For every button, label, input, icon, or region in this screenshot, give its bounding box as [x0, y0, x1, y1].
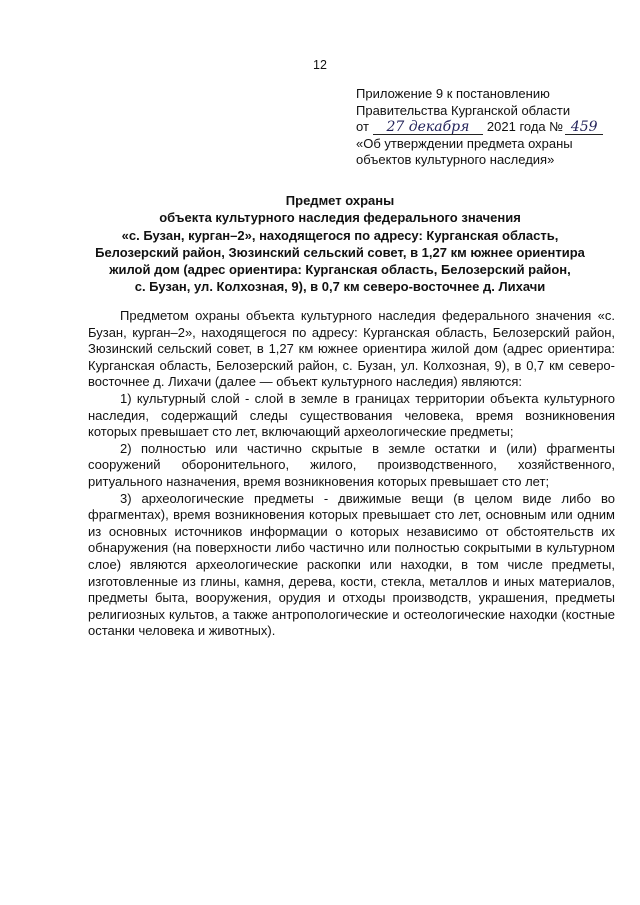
appendix-line-5: объектов культурного наследия»: [356, 152, 555, 167]
title-line-6: с. Бузан, ул. Колхозная, 9), в 0,7 км северо-восточнее д. Лихачи: [134, 279, 546, 295]
document-title: [80, 192, 600, 296]
handwritten-date: 27 декабря: [373, 120, 483, 135]
intro-paragraph: Предметом охраны объекта культурного наследия федерального значения «с. Бузан, курган–2», находящегося по адресу: Курганская область, Белозерский район, Зюзинский сельский совет, в 1,27 км южнее ориентира жилой дом (адрес ориентира: Курганская область, Белозерский район, с. Бузан, ул. Колхозная, 9), в 0,7 км северо-восточнее д. Лихачи (далее — объект культурного наследия) являются:: [88, 308, 615, 390]
title-line-1: Предмет охраны: [285, 193, 395, 208]
title-line-4: Белозерский район, Зюзинский сельский совет, в 1,27 км южнее ориентира: [95, 244, 585, 260]
appendix-line-1: Приложение 9 к постановлению: [356, 86, 550, 101]
title-line-3: «с. Бузан, курган–2», находящегося по адресу: Курганская область,: [121, 227, 559, 243]
handwritten-number: 459: [565, 120, 603, 135]
appendix-line-2: Правительства Курганской области: [356, 102, 571, 118]
year-text: 2021 года №: [486, 119, 564, 134]
title-line-5: жилой дом (адрес ориентира: Курганская область, Белозерский район,: [109, 262, 571, 278]
item-2-paragraph: 2) полностью или частично скрытые в земле остатки и (или) фрагменты сооружений оборонительного, жилого, производственного, хозяйственного, ритуального назначения, время возникновения которых превышает сто лет;: [88, 440, 615, 489]
appendix-header: [356, 86, 616, 169]
appendix-line-4: «Об утверждении предмета охраны: [356, 135, 573, 151]
page-number: 12: [313, 58, 327, 72]
item-1-paragraph: 1) культурный слой - слой в земле в границах территории объекта культурного наследия, содержащий следы существования человека, время возникновения которых превышает сто лет, включающий археологические предметы;: [88, 390, 615, 440]
title-line-2: объекта культурного наследия федерального значения: [159, 210, 521, 226]
item-3-paragraph: 3) археологические предметы - движимые вещи (в целом виде либо во фрагментах), время возникновения которых превышает сто лет, основным или одним из основных источников информации о которых независимо от обстоятельств их обнаружения (на поверхности либо частично или полностью сокрытыми в культурном слое) являются археологические раскопки или находки, в том числе предметы, изготовленные из глины, камня, дерева, кости, стекла, металлов и иных материалов, предметы быта, вооружения, орудия и отходы производств, украшения, предметы религиозных культов, а также антропологические и остеологические находки (костные останки человека и животных).: [88, 490, 615, 639]
appendix-date-line: [356, 119, 616, 136]
date-prefix: от: [356, 119, 369, 134]
document-body: [88, 308, 615, 640]
